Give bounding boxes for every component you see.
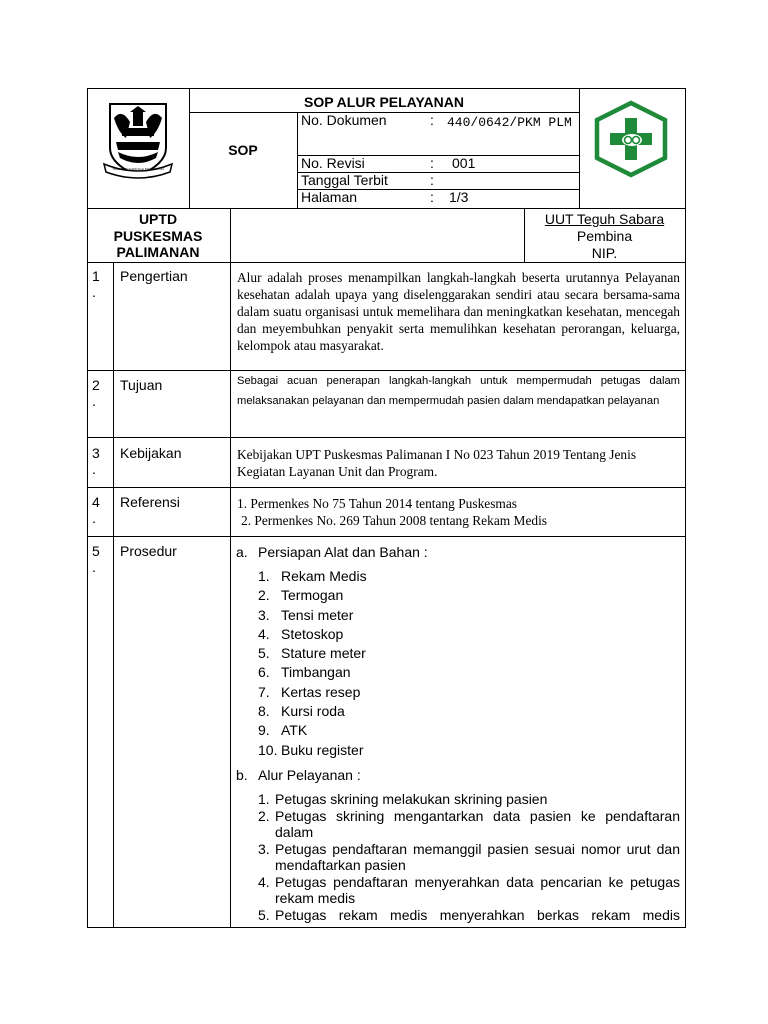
section-4-number: 4 . bbox=[92, 494, 100, 526]
signer-role: Pembina bbox=[576, 228, 633, 244]
doc-number-label: No. Dokumen bbox=[301, 112, 387, 128]
procedure-sub-a-title: Persiapan Alat dan Bahan : bbox=[258, 544, 428, 560]
page-colon: : bbox=[430, 189, 434, 205]
procedure-sub-b-marker: b. bbox=[236, 767, 248, 783]
list-item: 2. Petugas skrining mengantarkan data pasien ke pendaftaran dalam bbox=[258, 807, 680, 840]
issue-date-colon: : bbox=[430, 172, 434, 188]
revision-value: 001 bbox=[452, 155, 476, 171]
section-1-label: Pengertian bbox=[120, 268, 188, 284]
signer-name: UUT Teguh Sabara bbox=[544, 211, 665, 227]
procedure-sub-b-title: Alur Pelayanan : bbox=[258, 767, 361, 783]
list-item: 8. Kursi roda bbox=[258, 703, 345, 720]
section-1-text: Alur adalah proses menampilkan langkah-langkah beserta urutannya Pelayanan kesehatan adalah upaya yang diselenggarakan sendiri atau secara bersama-sama dalam suatu organisasi untuk memelihara dan meningkatkan kesehatan, mencegah dan meyembuhkan penyakit serta memulihkan kesehatan perorangan, keluarga, kelompok atau masyarakat. bbox=[237, 270, 680, 353]
puskesmas-logo bbox=[594, 100, 668, 178]
logo-banner-text: TANU RING KAMI AGU ING SAMPUN bbox=[112, 167, 164, 171]
list-item: 3. Petugas pendaftaran memanggil pasien sesuai nomor urut dan mendaftarkan pasien bbox=[258, 840, 680, 873]
list-item: 1. Petugas skrining melakukan skrining pasien bbox=[258, 791, 548, 807]
list-item: 10. Buku register bbox=[258, 741, 364, 758]
doc-number-colon: : bbox=[430, 112, 434, 128]
list-item: 9. ATK bbox=[258, 722, 308, 739]
issue-date-label: Tanggal Terbit bbox=[301, 172, 388, 188]
list-item: 5. Stature meter bbox=[258, 645, 366, 662]
section-3-text: Kebijakan UPT Puskesmas Palimanan I No 023 Tahun 2019 Tentang Jenis Kegiatan Layanan Unit dan Program. bbox=[237, 447, 637, 479]
list-item: 7. Kertas resep bbox=[258, 683, 361, 700]
page-value: 1/3 bbox=[449, 189, 469, 205]
signer-nip: NIP. bbox=[591, 245, 618, 261]
org-name: UPTD PUSKESMAS PALIMANAN bbox=[113, 211, 203, 260]
page-label: Halaman bbox=[301, 189, 358, 205]
section-5-label: Prosedur bbox=[120, 543, 177, 559]
section-2-label: Tujuan bbox=[120, 377, 163, 393]
section-4-reference-list bbox=[237, 495, 680, 529]
signer-block bbox=[524, 211, 685, 262]
list-item: 6. Timbangan bbox=[258, 664, 351, 681]
list-item: 5. Petugas rekam medis menyerahkan berkas rekam medis bbox=[258, 906, 680, 923]
equipment-list bbox=[258, 567, 558, 760]
section-2-number: 2 . bbox=[92, 377, 100, 409]
section-4-label: Referensi bbox=[120, 494, 180, 510]
service-flow-list bbox=[258, 791, 680, 923]
section-3-label: Kebijakan bbox=[120, 445, 182, 461]
list-item: 2. Termogan bbox=[258, 587, 344, 604]
section-1-number: 1 . bbox=[92, 268, 100, 300]
procedure-sub-a-marker: a. bbox=[236, 544, 248, 560]
doc-number-value: 440/0642/PKM PLM bbox=[447, 115, 572, 130]
revision-colon: : bbox=[430, 155, 434, 171]
document-title: SOP ALUR PELAYANAN bbox=[303, 94, 464, 110]
reference-item: 1. Permenkes No 75 Tahun 2014 tentang Puskesmas bbox=[237, 496, 517, 511]
list-item: 4. Stetoskop bbox=[258, 625, 344, 642]
section-3-number: 3 . bbox=[92, 445, 100, 477]
section-2-text: Sebagai acuan penerapan langkah-langkah untuk mempermudah petugas dalam melaksanakan pelayanan dan mempermudah pasien dalam mendapatkan pelayanan bbox=[237, 375, 680, 407]
revision-label: No. Revisi bbox=[301, 155, 365, 171]
regency-logo bbox=[100, 98, 176, 182]
sop-label: SOP bbox=[228, 142, 258, 158]
list-item: 3. Tensi meter bbox=[258, 606, 354, 623]
list-item: 1. Rekam Medis bbox=[258, 568, 367, 584]
section-5-number: 5 . bbox=[92, 543, 100, 575]
list-item: 4. Petugas pendaftaran menyerahkan data pencarian ke petugas rekam medis bbox=[258, 873, 680, 906]
reference-item: 2. Permenkes No. 269 Tahun 2008 tentang Rekam Medis bbox=[241, 513, 548, 528]
